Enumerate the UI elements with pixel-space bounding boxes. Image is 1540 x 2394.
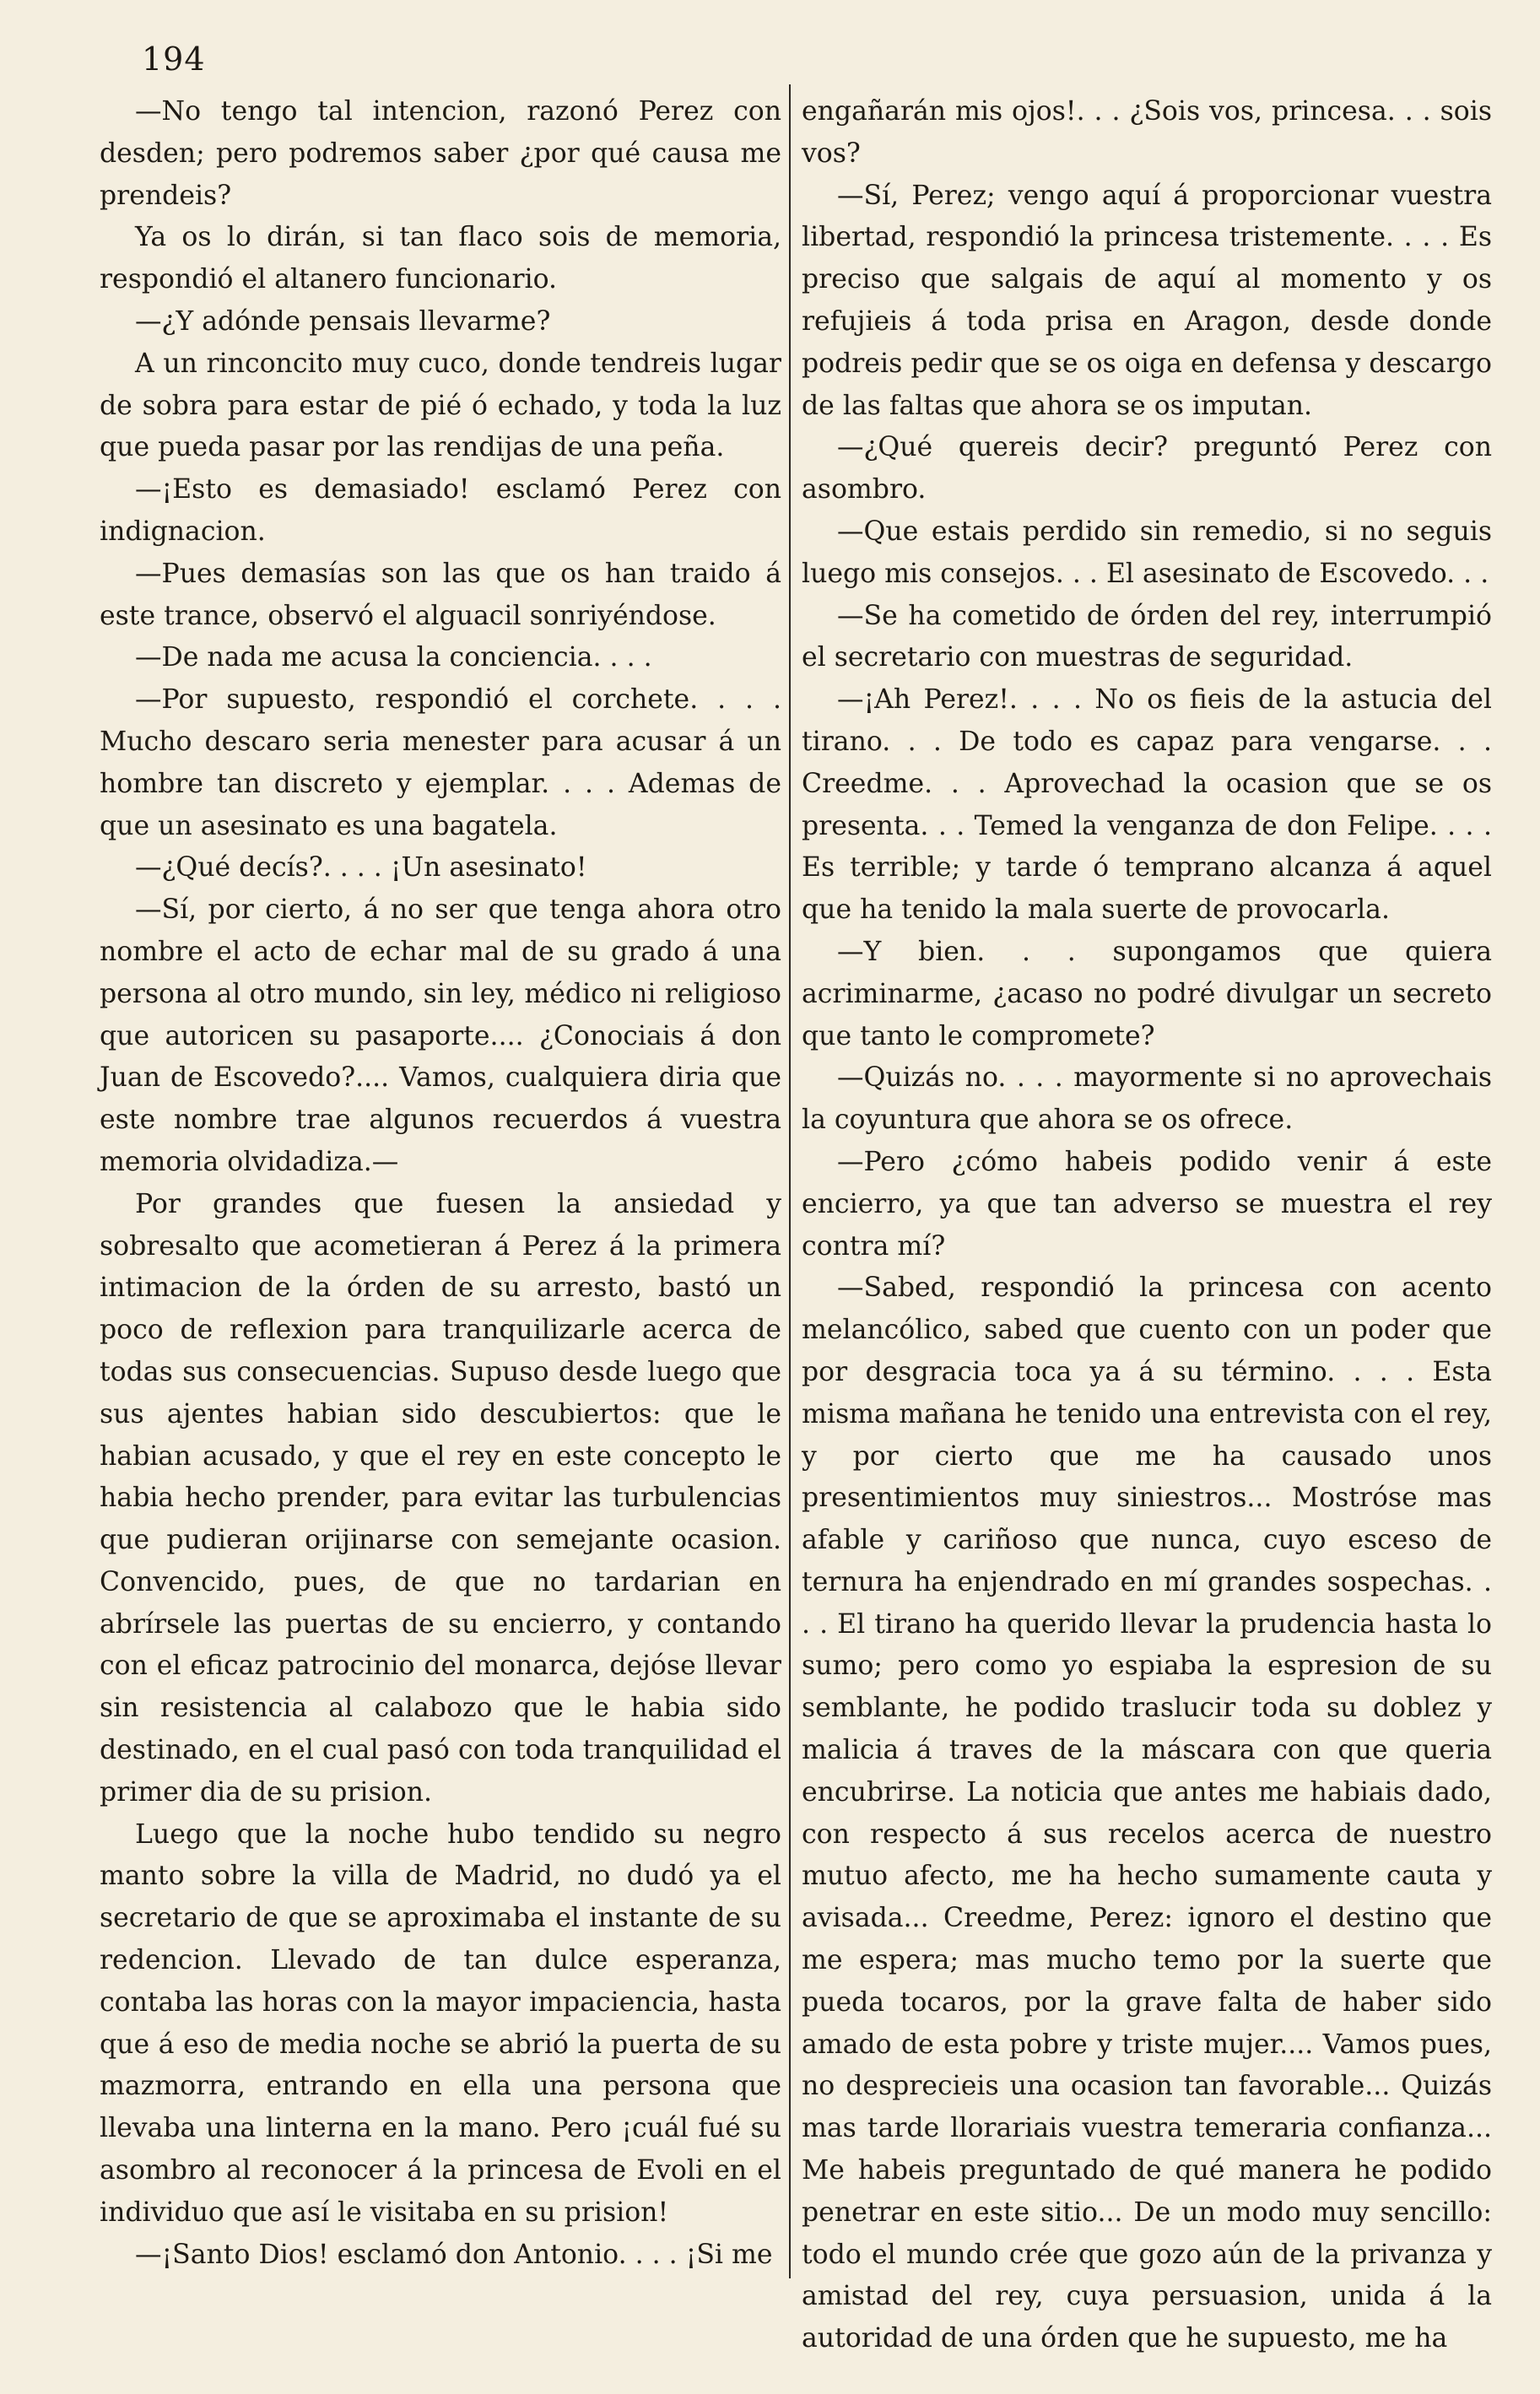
paragraph: —Pues demasías son las que os han traido á este trance, observó el alguacil sonriyéndose.	[100, 558, 781, 631]
paragraph: —¡Santo Dios! esclamó don Antonio. . . . ¡Si me	[135, 2239, 773, 2270]
column-divider	[789, 84, 791, 2278]
paragraph: —No tengo tal intencion, razonó Perez con desden; pero podremos saber ¿por qué causa me prendeis?	[100, 96, 781, 211]
paragraph: —Quizás no. . . . mayormente si no aprovechais la coyuntura que ahora se os ofrece.	[802, 1062, 1492, 1136]
paragraph: Por grandes que fuesen la ansiedad y sobresalto que acometieran á Perez á la primera intimacion de la órden de su arresto, bastó un poco de reflexion para tranquilizarle acerca de todas sus consecuencias. Supuso desde luego que sus ajentes habian sido descubiertos: que le habian acusado, y que el rey en este concepto le habia hecho prender, para evitar las turbulencias que pudieran orijinarse con semejante ocasion. Convencido, pues, de que no tardarian en abrírsele las puertas de su encierro, y contando con el eficaz patrocinio del monarca, dejóse llevar sin resistencia al calabozo que le habia sido destinado, en el cual pasó con toda tranquilidad el primer dia de su prision.	[100, 1188, 781, 1808]
paragraph: —¡Ah Perez!. . . . No os fieis de la astucia del tirano. . . De todo es capaz para vengarse. . . Creedme. . . Aprovechad la ocasion que se os presenta. . . Temed la venganza de don Felipe. . . . Es terrible; y tarde ó temprano alcanza á aquel que ha tenido la mala suerte de provocarla.	[802, 684, 1492, 926]
paragraph: —¡Esto es demasiado! esclamó Perez con indignacion.	[100, 474, 781, 547]
paragraph: —¿Y adónde pensais llevarme?	[135, 305, 551, 337]
paragraph: —Sí, por cierto, á no ser que tenga ahora otro nombre el acto de echar mal de su grado á una persona al otro mundo, sin ley, médico ni religioso que autoricen su pasaporte.... ¿Conociais á don Juan de Escovedo?.... Vamos, cualquiera diria que este nombre trae algunos recuerdos á vuestra memoria olvidadiza.—	[100, 894, 781, 1177]
paragraph: Luego que la noche hubo tendido su negro manto sobre la villa de Madrid, no dudó ya el secretario de que se aproximaba el instante de su redencion. Llevado de tan dulce esperanza, contaba las horas con la mayor impaciencia, hasta que á eso de media noche se abrió la puerta de su mazmorra, entrando en ella una persona que llevaba una linterna en la mano. Pero ¡cuál fué su asombro al reconocer á la princesa de Evoli en el individuo que así le visitaba en su prision!	[100, 1818, 781, 2228]
paragraph: —Se ha cometido de órden del rey, interrumpió el secretario con muestras de seguridad.	[802, 600, 1492, 673]
paragraph: —De nada me acusa la conciencia. . . .	[135, 642, 652, 673]
paragraph: —Sabed, respondió la princesa con acento melancólico, sabed que cuento con un poder que por desgracia toca ya á su término. . . . Esta misma mañana he tenido una entrevista con el rey, y por cierto que me ha causado unos presentimientos muy siniestros... Mostróse mas afable y cariñoso que nunca, cuyo esceso de ternura ha enjendrado en mí grandes sospechas. . . . El tirano ha querido llevar la prudencia hasta lo sumo; pero como yo espiaba la espresion de su semblante, he podido traslucir toda su doblez y malicia á traves de la máscara con que queria encubrirse. La noticia que antes me habiais dado, con respecto á sus recelos acerca de nuestro mutuo afecto, me ha hecho sumamente cauta y avisada... Creedme, Perez: ignoro el destino que me espera; mas mucho temo por la suerte que pueda tocaros, por la grave falta de haber sido amado de esta pobre y triste mujer.... Vamos pues, no desprecieis una ocasion tan favorable... Quizás mas tarde llorariais vuestra temeraria confianza... Me habeis preguntado de qué manera he podido penetrar en este sitio... De un modo muy sencillo: todo el mundo crée que gozo aún de la privanza y amistad del rey, cuya persuasion, unida á la autoridad de una órden que he supuesto, me ha	[802, 1273, 1492, 2354]
paragraph: —Que estais perdido sin remedio, si no seguis luego mis consejos. . . El asesinato de Escovedo. . .	[802, 516, 1492, 589]
paragraph: engañarán mis ojos!. . . ¿Sois vos, princesa. . . sois vos?	[802, 96, 1492, 169]
page-number: 194	[142, 41, 206, 78]
paragraph: —Sí, Perez; vengo aquí á proporcionar vuestra libertad, respondió la princesa tristemente. . . . Es preciso que salgais de aquí al momento y os refujieis á toda prisa en Aragon, desde donde podreis pedir que se os oiga en defensa y descargo de las faltas que ahora se os imputan.	[802, 180, 1492, 421]
paragraph: A un rinconcito muy cuco, donde tendreis lugar de sobra para estar de pié ó echado, y toda la luz que pueda pasar por las rendijas de una peña.	[100, 348, 781, 463]
left-text-column	[100, 91, 781, 2276]
right-text-column	[802, 91, 1492, 2360]
paragraph: —Por supuesto, respondió el corchete. . . . Mucho descaro seria menester para acusar á un hombre tan discreto y ejemplar. . . . Ademas de que un asesinato es una bagatela.	[100, 684, 781, 841]
paragraph: Ya os lo dirán, si tan flaco sois de memoria, respondió el altanero funcionario.	[100, 222, 781, 295]
paragraph: —¿Qué quereis decir? preguntó Perez con asombro.	[802, 432, 1492, 505]
paragraph: —Y bien. . . supongamos que quiera acriminarme, ¿acaso no podré divulgar un secreto que tanto le compromete?	[802, 936, 1492, 1051]
paragraph: —¿Qué decís?. . . . ¡Un asesinato!	[135, 852, 587, 884]
paragraph: —Pero ¿cómo habeis podido venir á este encierro, ya que tan adverso se muestra el rey contra mí?	[802, 1146, 1492, 1262]
